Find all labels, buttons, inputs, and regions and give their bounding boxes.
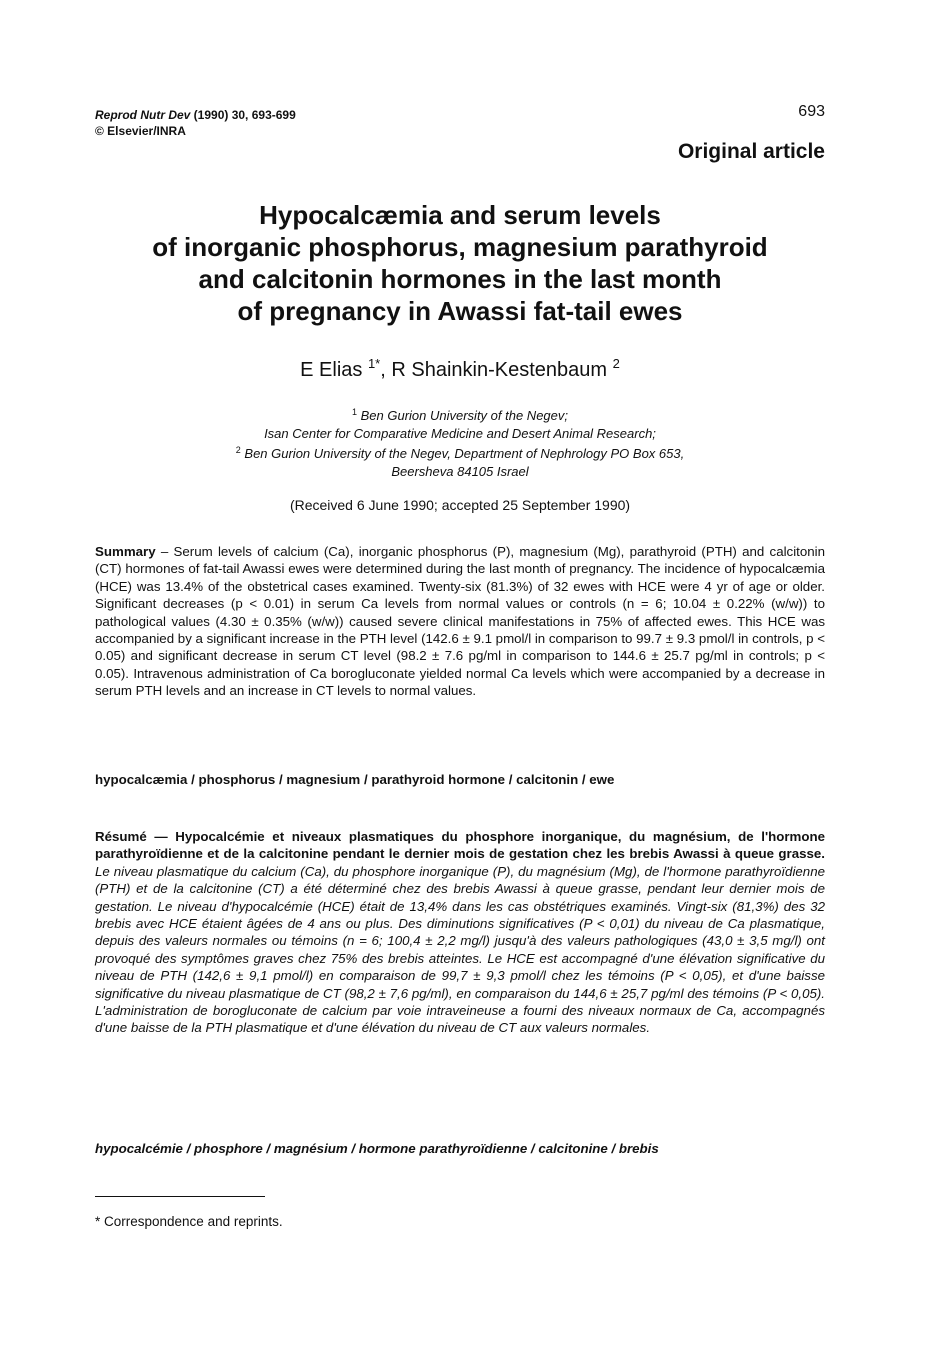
author-affiliation-mark: 2: [612, 356, 620, 371]
title-line: of pregnancy in Awassi fat-tail ewes: [237, 296, 683, 326]
resume-title: — Hypocalcémie et niveaux plasmatiques du phosphore inorganique, du magnésium, de l'hormone parathyroïdienne et de la calcitonine pendant le dernier mois de gestation chez les brebis Awassi à queue grasse.: [95, 829, 825, 862]
author-affiliation-mark: 1*: [367, 356, 381, 371]
author-list: [95, 356, 825, 382]
summary-label: Summary: [95, 544, 156, 559]
copyright-line: © Elsevier/INRA: [95, 124, 186, 138]
title-line: of inorganic phosphorus, magnesium parathyroid: [152, 232, 768, 262]
journal-name: Reprod Nutr Dev: [95, 108, 191, 122]
title-line: Hypocalcæmia and serum levels: [259, 200, 661, 230]
affiliation-line: [95, 442, 825, 463]
footnote: * Correspondence and reprints.: [95, 1214, 283, 1229]
affiliation-line: [95, 404, 825, 425]
journal-volume-pages: (1990) 30, 693-699: [190, 108, 296, 122]
author-separator: ,: [380, 359, 392, 381]
affiliation-text: Ben Gurion University of the Negev;: [357, 408, 568, 423]
summary-text: – Serum levels of calcium (Ca), inorganic phosphorus (P), magnesium (Mg), parathyroid (PTH) and calcitonin (CT) hormones of fat-tail Awassi ewes were determined during the last month of pregnancy. The incidence of hypocalcæmia (HCE) was 13.4% of the obstetrical cases examined. Twenty-six (81.3%) of 32 ewes with HCE were 4 yr of age or older. Significant decreases (p < 0.01) in serum Ca levels from normal values or controls (n = 6; 10.04 ± 0.22% (w/w)) to pathological values (4.30 ± 0.35% (w/w)) caused severe clinical manifestations in 75% of affected ewes. This HCE was accompanied by a significant increase in the PTH level (142.6 ± 9.1 pmol/l in comparison to 99.7 ± 9.3 pmol/l in controls, p < 0.05) and significant decrease in serum CT level (98.2 ± 7.6 pg/ml in comparison to 144.6 ± 25.7 pg/ml in controls; p < 0.05). Intravenous administration of Ca borogluconate yielded normal Ca levels which were accompanied by a decrease in serum PTH levels and an increase in CT levels to normal values.: [95, 544, 825, 699]
author-name: R Shainkin-Kestenbaum: [391, 359, 613, 381]
author-name: E Elias: [300, 359, 368, 381]
title-line: and calcitonin hormones in the last month: [198, 264, 722, 294]
affiliation-mark: 2: [235, 445, 241, 455]
footnote-rule: [95, 1196, 265, 1197]
keywords-en: hypocalcæmia / phosphorus / magnesium / parathyroid hormone / calcitonin / ewe: [95, 772, 615, 787]
resume-text: Le niveau plasmatique du calcium (Ca), du phosphore inorganique (P), du magnésium (Mg), de l'hormone parathyroïdienne (PTH) et de la calcitonine (CT) a été déterminé chez des brebis Awassi à queue grasse, pendant leur dernier mois de gestation. Le niveau d'hypocalcémie (HCE) était de 13,4% dans les cas obstétriques examinés. Vingt-six (81,3%) des 32 brebis avec HCE étaient âgées de 4 ans ou plus. Des diminutions significatives (P < 0,01) du niveau de Ca plasmatique, depuis des valeurs normales ou témoins (n = 6; 100,4 ± 2,2 mg/l) jusqu'à des valeurs pathologiques (43,0 ± 3,5 mg/l) ont provoqué des symptômes graves chez 75% des brebis atteintes. Le HCE est accompagné d'une élévation significative du niveau de PTH (142,6 ± 9,1 pmol/l) en comparaison de 99,7 ± 9,3 pmol/l chez les témoins (P < 0,05), et d'une baisse significative du niveau plasmatique de CT (98,2 ± 7,6 pg/ml), en comparaison du 144,6 ± 25,7 pg/ml des témoins (P < 0,05). L'administration de borogluconate de calcium par voie intraveineuse a fourni des niveaux normaux de Ca, accompagnés d'une baisse de la PTH plasmatique et d'une élévation du niveau de CT aux valeurs normales.: [95, 863, 825, 1036]
article-title: [95, 199, 825, 327]
journal-citation: [95, 108, 296, 123]
resume-label: Résumé: [95, 829, 147, 844]
affiliation-mark: 1: [351, 407, 357, 417]
affiliation-line: Beersheva 84105 Israel: [391, 463, 529, 479]
affiliations: [95, 404, 825, 480]
page-number: 693: [798, 103, 825, 120]
resume-paragraph: [95, 828, 825, 1037]
keywords-fr: hypocalcémie / phosphore / magnésium / hormone parathyroïdienne / calcitonine / brebis: [95, 1141, 659, 1156]
article-type-label: Original article: [677, 140, 825, 163]
received-dates: (Received 6 June 1990; accepted 25 September 1990): [289, 497, 631, 513]
affiliation-line: Isan Center for Comparative Medicine and Desert Animal Research;: [264, 425, 656, 441]
summary-paragraph: [95, 543, 825, 700]
affiliation-text: Ben Gurion University of the Negev, Department of Nephrology PO Box 653,: [240, 446, 685, 461]
